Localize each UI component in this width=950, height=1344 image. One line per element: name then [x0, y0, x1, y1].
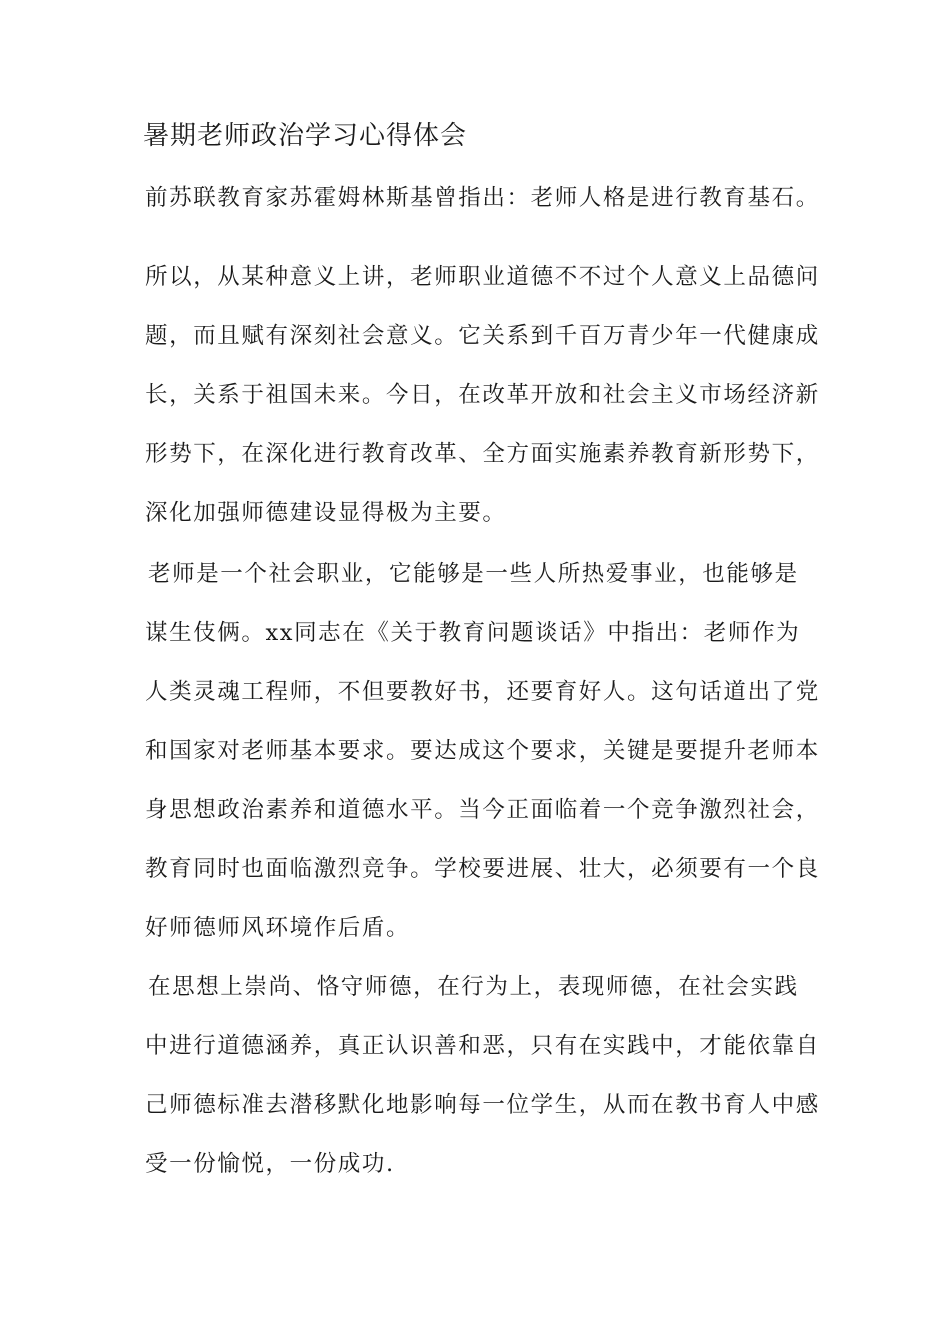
- body-line: 在思想上崇尚、恪守师德，在行为上，表现师德，在社会实践: [148, 974, 799, 1000]
- body-line: 所以，从某种意义上讲，老师职业道德不不过个人意义上品德问: [145, 264, 820, 290]
- body-line: 身思想政治素养和道德水平。当今正面临着一个竞争激烈社会，: [145, 797, 820, 823]
- body-line: 前苏联教育家苏霍姆林斯基曾指出：老师人格是进行教育基石。: [145, 185, 820, 211]
- body-line: 教育同时也面临激烈竞争。学校要进展、壮大，必须要有一个良: [145, 856, 820, 882]
- body-line: 和国家对老师基本要求。要达成这个要求，关键是要提升老师本: [145, 738, 820, 764]
- body-line: 好师德师风环境作后盾。: [145, 915, 411, 941]
- body-line: 深化加强师德建设显得极为主要。: [145, 500, 507, 526]
- document-title: 暑期老师政治学习心得体会: [143, 121, 468, 151]
- body-line: 谋生伎俩。xx同志在《关于教育问题谈话》中指出：老师作为: [145, 620, 801, 646]
- body-line: 己师德标准去潜移默化地影响每一位学生，从而在教书育人中感: [145, 1092, 820, 1118]
- body-line: 形势下，在深化进行教育改革、全方面实施素养教育新形势下，: [145, 441, 820, 467]
- body-line: 老师是一个社会职业，它能够是一些人所热爱事业，也能够是: [148, 561, 799, 587]
- body-line: 人类灵魂工程师，不但要教好书，还要育好人。这句话道出了党: [145, 679, 820, 705]
- body-line: 中进行道德涵养，真正认识善和恶，只有在实践中，才能依靠自: [145, 1033, 820, 1059]
- body-line: 长，关系于祖国未来。今日，在改革开放和社会主义市场经济新: [145, 382, 820, 408]
- body-line: 受一份愉悦，一份成功.: [145, 1151, 395, 1177]
- body-line: 题，而且赋有深刻社会意义。它关系到千百万青少年一代健康成: [145, 323, 820, 349]
